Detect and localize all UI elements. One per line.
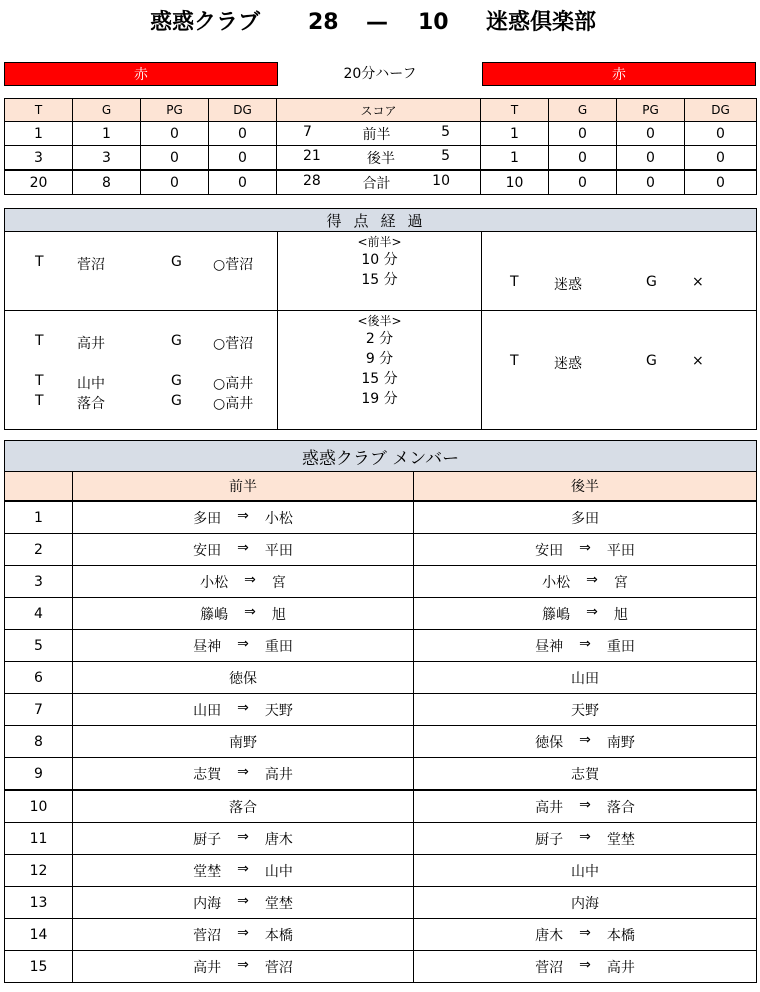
cell: 8 — [73, 170, 141, 195]
cell: 0 — [209, 146, 277, 171]
player-sub — [193, 957, 293, 977]
event-type: T — [35, 393, 44, 409]
player-name: 唐木 — [535, 927, 564, 944]
player-name: 多田 — [193, 510, 222, 527]
player-name: 堂埜 — [606, 831, 635, 848]
substitution-arrow: ⇒ — [579, 956, 591, 973]
substitution-arrow: ⇒ — [237, 507, 249, 524]
cell: 0 — [141, 170, 209, 195]
half-label: 後半 — [366, 150, 395, 167]
score-event — [5, 254, 277, 274]
scoring-progress-table — [4, 208, 757, 430]
substitution-arrow: ⇒ — [244, 571, 256, 588]
cell: 0 — [685, 170, 757, 195]
player-sub — [542, 604, 628, 624]
first-half-player — [73, 790, 414, 823]
player-name: 落合 — [606, 799, 635, 816]
player-sub — [535, 636, 635, 656]
player-sub — [229, 668, 257, 688]
second-half-player — [414, 630, 757, 662]
first-half-player — [73, 887, 414, 919]
jersey-number: 4 — [5, 598, 73, 630]
cell: 3 — [5, 146, 73, 171]
event-player: 迷惑 — [554, 356, 582, 372]
player-name: 堂埜 — [193, 863, 222, 880]
player-name: 菅沼 — [264, 959, 293, 976]
player-sub — [571, 861, 599, 881]
home-scorers-first — [5, 232, 278, 311]
player-sub — [542, 572, 628, 592]
event-type: T — [35, 373, 44, 389]
first-half-player — [73, 726, 414, 758]
member-row — [5, 534, 757, 566]
goal-type: G — [171, 373, 182, 389]
cell: 0 — [209, 170, 277, 195]
player-sub — [229, 732, 257, 752]
member-row — [5, 662, 757, 694]
goal-result: × — [692, 353, 704, 369]
away-g-header: G — [549, 99, 617, 122]
player-name: 宮 — [271, 574, 286, 591]
event-player: 落合 — [77, 396, 105, 412]
player-name: 平田 — [264, 542, 293, 559]
substitution-arrow: ⇒ — [579, 539, 591, 556]
player-name: 内海 — [571, 895, 599, 912]
cell: 20 — [5, 170, 73, 195]
substitution-arrow: ⇒ — [244, 603, 256, 620]
player-name: 小松 — [200, 574, 229, 591]
score-cell — [277, 122, 481, 146]
member-row — [5, 758, 757, 791]
jersey-number: 9 — [5, 758, 73, 791]
player-sub — [193, 540, 293, 560]
substitution-arrow: ⇒ — [237, 828, 249, 845]
player-name: 小松 — [264, 510, 293, 527]
away-t-header: T — [481, 99, 549, 122]
second-half-player — [414, 598, 757, 630]
member-title: 惑惑クラブ メンバー — [5, 441, 757, 472]
player-sub — [193, 893, 293, 913]
score-event — [482, 353, 756, 373]
substitution-arrow: ⇒ — [237, 956, 249, 973]
player-sub — [571, 668, 599, 688]
cell: 0 — [685, 122, 757, 146]
second-half-player — [414, 726, 757, 758]
jersey-number: 12 — [5, 855, 73, 887]
home-t-header: T — [5, 99, 73, 122]
jersey-number: 11 — [5, 823, 73, 855]
cell: 0 — [141, 122, 209, 146]
goal-result: × — [692, 274, 704, 290]
cell: 0 — [549, 146, 617, 171]
player-sub — [200, 572, 286, 592]
score-header-row — [5, 99, 757, 122]
home-half-score: 7 — [303, 123, 312, 140]
half-label: <前半> — [357, 235, 402, 249]
cell: 1 — [73, 122, 141, 146]
score-cell — [277, 146, 481, 171]
player-name: 内海 — [193, 895, 222, 912]
player-name: 天野 — [264, 702, 293, 719]
jersey-number: 1 — [5, 501, 73, 534]
player-sub — [193, 636, 293, 656]
score-time: 2 分 — [365, 331, 394, 347]
player-sub — [571, 508, 599, 528]
second-half-player — [414, 919, 757, 951]
home-score: 28 — [308, 10, 339, 35]
half-label: 前半 — [362, 126, 391, 143]
match-format: 20分ハーフ — [343, 66, 417, 82]
first-half-player — [73, 823, 414, 855]
score-time: 19 分 — [361, 391, 398, 407]
cell: 0 — [549, 170, 617, 195]
jersey-number: 8 — [5, 726, 73, 758]
player-sub — [193, 925, 293, 945]
second-half-player — [414, 758, 757, 791]
member-row — [5, 598, 757, 630]
player-name: 南野 — [229, 734, 257, 751]
home-jersey: 赤 — [4, 62, 278, 86]
score-time: 15 分 — [361, 371, 398, 387]
event-type: T — [510, 353, 519, 369]
player-name: 高井 — [264, 766, 293, 783]
home-half-score: 21 — [303, 147, 321, 164]
event-type: T — [35, 254, 44, 270]
score-table — [4, 98, 757, 195]
cell: 1 — [481, 146, 549, 171]
member-row — [5, 823, 757, 855]
first-half-player — [73, 566, 414, 598]
player-name: 落合 — [229, 799, 257, 816]
first-half-player — [73, 598, 414, 630]
goal-type: G — [171, 333, 182, 349]
player-name: 高井 — [606, 959, 635, 976]
second-half-player — [414, 790, 757, 823]
cell: 3 — [73, 146, 141, 171]
jersey-number: 13 — [5, 887, 73, 919]
player-name: 本橋 — [264, 927, 293, 944]
jersey-number: 3 — [5, 566, 73, 598]
score-dash: — — [366, 10, 388, 35]
member-row — [5, 694, 757, 726]
cell: 0 — [141, 146, 209, 171]
player-name: 菅沼 — [535, 959, 564, 976]
substitution-arrow: ⇒ — [237, 699, 249, 716]
first-half-player — [73, 662, 414, 694]
goal-type: G — [171, 393, 182, 409]
score-cell — [277, 170, 481, 195]
event-player: 菅沼 — [77, 257, 105, 273]
event-player: 迷惑 — [554, 277, 582, 293]
away-total-score: 10 — [432, 172, 450, 189]
player-name: 旭 — [271, 606, 286, 623]
second-half-header: 後半 — [414, 472, 757, 502]
away-pg-header: PG — [617, 99, 685, 122]
player-sub — [571, 700, 599, 720]
home-g-header: G — [73, 99, 141, 122]
total-label: 合計 — [362, 175, 391, 192]
player-name: 菅沼 — [193, 927, 222, 944]
player-name: 昼神 — [535, 638, 564, 655]
cell: 0 — [617, 146, 685, 171]
home-dg-header: DG — [209, 99, 277, 122]
score-row-second-half — [5, 146, 757, 171]
second-half-player — [414, 534, 757, 566]
second-half-player — [414, 662, 757, 694]
away-half-score: 5 — [441, 123, 450, 140]
player-name: 厨子 — [193, 831, 222, 848]
substitution-arrow: ⇒ — [579, 924, 591, 941]
first-half-player — [73, 758, 414, 791]
player-name: 重田 — [264, 638, 293, 655]
second-half-player — [414, 694, 757, 726]
goal-player: ○高井 — [213, 396, 254, 412]
times-first — [278, 232, 482, 311]
player-name: 重田 — [606, 638, 635, 655]
jersey-number: 14 — [5, 919, 73, 951]
progress-first-half — [5, 232, 757, 311]
first-half-player — [73, 694, 414, 726]
member-row — [5, 566, 757, 598]
jersey-number: 7 — [5, 694, 73, 726]
jersey-number: 15 — [5, 951, 73, 983]
number-header — [5, 472, 73, 502]
player-sub — [535, 957, 635, 977]
away-score: 10 — [418, 10, 449, 35]
player-name: 多田 — [571, 510, 599, 527]
score-event — [5, 333, 277, 353]
player-sub — [571, 893, 599, 913]
player-sub — [193, 829, 293, 849]
first-half-player — [73, 630, 414, 662]
player-name: 天野 — [571, 702, 599, 719]
member-row — [5, 790, 757, 823]
member-row — [5, 887, 757, 919]
score-event — [482, 274, 756, 294]
player-name: 堂埜 — [264, 895, 293, 912]
player-name: 平田 — [606, 542, 635, 559]
player-name: 徳保 — [229, 670, 257, 687]
goal-player: ○菅沼 — [213, 336, 254, 352]
away-dg-header: DG — [685, 99, 757, 122]
cell: 0 — [617, 170, 685, 195]
score-header: スコア — [277, 99, 481, 122]
score-event — [5, 373, 277, 393]
first-half-player — [73, 951, 414, 983]
player-name: 籐嶋 — [542, 606, 571, 623]
substitution-arrow: ⇒ — [579, 828, 591, 845]
score-time: 15 分 — [361, 272, 398, 288]
home-total-score: 28 — [303, 172, 321, 189]
cell: 0 — [549, 122, 617, 146]
away-scorers-second — [482, 311, 757, 430]
player-sub — [535, 797, 635, 817]
substitution-arrow: ⇒ — [237, 635, 249, 652]
player-sub — [571, 764, 599, 784]
second-half-player — [414, 566, 757, 598]
goal-player: ○高井 — [213, 376, 254, 392]
substitution-arrow: ⇒ — [579, 796, 591, 813]
score-row-total — [5, 170, 757, 195]
player-name: 昼神 — [193, 638, 222, 655]
player-sub — [193, 764, 293, 784]
second-half-player — [414, 855, 757, 887]
substitution-arrow: ⇒ — [579, 731, 591, 748]
away-jersey: 赤 — [482, 62, 756, 86]
player-sub — [193, 861, 293, 881]
goal-player: ○菅沼 — [213, 257, 254, 273]
progress-title: 得点経過 — [5, 209, 757, 232]
substitution-arrow: ⇒ — [237, 924, 249, 941]
away-team-name: 迷惑倶楽部 — [486, 10, 597, 35]
jersey-number: 2 — [5, 534, 73, 566]
player-name: 安田 — [535, 542, 564, 559]
jersey-number: 10 — [5, 790, 73, 823]
first-half-player — [73, 501, 414, 534]
player-name: 徳保 — [535, 734, 564, 751]
goal-type: G — [646, 353, 657, 369]
player-sub — [535, 732, 635, 752]
player-name: 志賀 — [571, 766, 599, 783]
player-sub — [535, 925, 635, 945]
event-player: 高井 — [77, 336, 105, 352]
player-name: 旭 — [613, 606, 628, 623]
match-title — [0, 6, 760, 40]
player-sub — [535, 540, 635, 560]
player-name: 志賀 — [193, 766, 222, 783]
player-name: 南野 — [606, 734, 635, 751]
cell: 0 — [209, 122, 277, 146]
substitution-arrow: ⇒ — [237, 539, 249, 556]
member-row — [5, 501, 757, 534]
away-scorers-first — [482, 232, 757, 311]
second-half-player — [414, 823, 757, 855]
cell: 10 — [481, 170, 549, 195]
member-row — [5, 919, 757, 951]
event-type: T — [510, 274, 519, 290]
cell: 1 — [5, 122, 73, 146]
player-name: 山中 — [264, 863, 293, 880]
first-half-player — [73, 919, 414, 951]
score-row-first-half — [5, 122, 757, 146]
jersey-number: 5 — [5, 630, 73, 662]
event-type: T — [35, 333, 44, 349]
member-row — [5, 855, 757, 887]
player-sub — [200, 604, 286, 624]
home-team-name: 惑惑クラブ — [150, 10, 261, 35]
second-half-player — [414, 887, 757, 919]
player-sub — [229, 797, 257, 817]
half-label: <後半> — [357, 314, 402, 328]
substitution-arrow: ⇒ — [237, 860, 249, 877]
substitution-arrow: ⇒ — [237, 892, 249, 909]
second-half-player — [414, 951, 757, 983]
player-sub — [535, 829, 635, 849]
cell: 1 — [481, 122, 549, 146]
score-time: 9 分 — [365, 351, 394, 367]
first-half-player — [73, 855, 414, 887]
score-event — [5, 393, 277, 413]
player-name: 本橋 — [606, 927, 635, 944]
player-name: 山中 — [571, 863, 599, 880]
goal-type: G — [646, 274, 657, 290]
player-name: 安田 — [193, 542, 222, 559]
goal-type: G — [171, 254, 182, 270]
second-half-player — [414, 501, 757, 534]
member-table — [4, 440, 757, 983]
player-name: 小松 — [542, 574, 571, 591]
player-name: 山田 — [193, 702, 222, 719]
jersey-number: 6 — [5, 662, 73, 694]
home-scorers-second — [5, 311, 278, 430]
substitution-arrow: ⇒ — [586, 603, 598, 620]
player-name: 籐嶋 — [200, 606, 229, 623]
player-name: 山田 — [571, 670, 599, 687]
member-row — [5, 951, 757, 983]
player-name: 高井 — [193, 959, 222, 976]
player-name: 厨子 — [535, 831, 564, 848]
player-name: 唐木 — [264, 831, 293, 848]
times-second — [278, 311, 482, 430]
away-half-score: 5 — [441, 147, 450, 164]
substitution-arrow: ⇒ — [586, 571, 598, 588]
first-half-header: 前半 — [73, 472, 414, 502]
first-half-player — [73, 534, 414, 566]
player-sub — [193, 508, 293, 528]
substitution-arrow: ⇒ — [237, 763, 249, 780]
progress-second-half — [5, 311, 757, 430]
cell: 0 — [685, 146, 757, 171]
player-name: 宮 — [613, 574, 628, 591]
home-pg-header: PG — [141, 99, 209, 122]
player-name: 高井 — [535, 799, 564, 816]
member-row — [5, 726, 757, 758]
member-row — [5, 630, 757, 662]
player-sub — [193, 700, 293, 720]
event-player: 山中 — [77, 376, 105, 392]
substitution-arrow: ⇒ — [579, 635, 591, 652]
score-time: 10 分 — [361, 252, 398, 268]
cell: 0 — [617, 122, 685, 146]
